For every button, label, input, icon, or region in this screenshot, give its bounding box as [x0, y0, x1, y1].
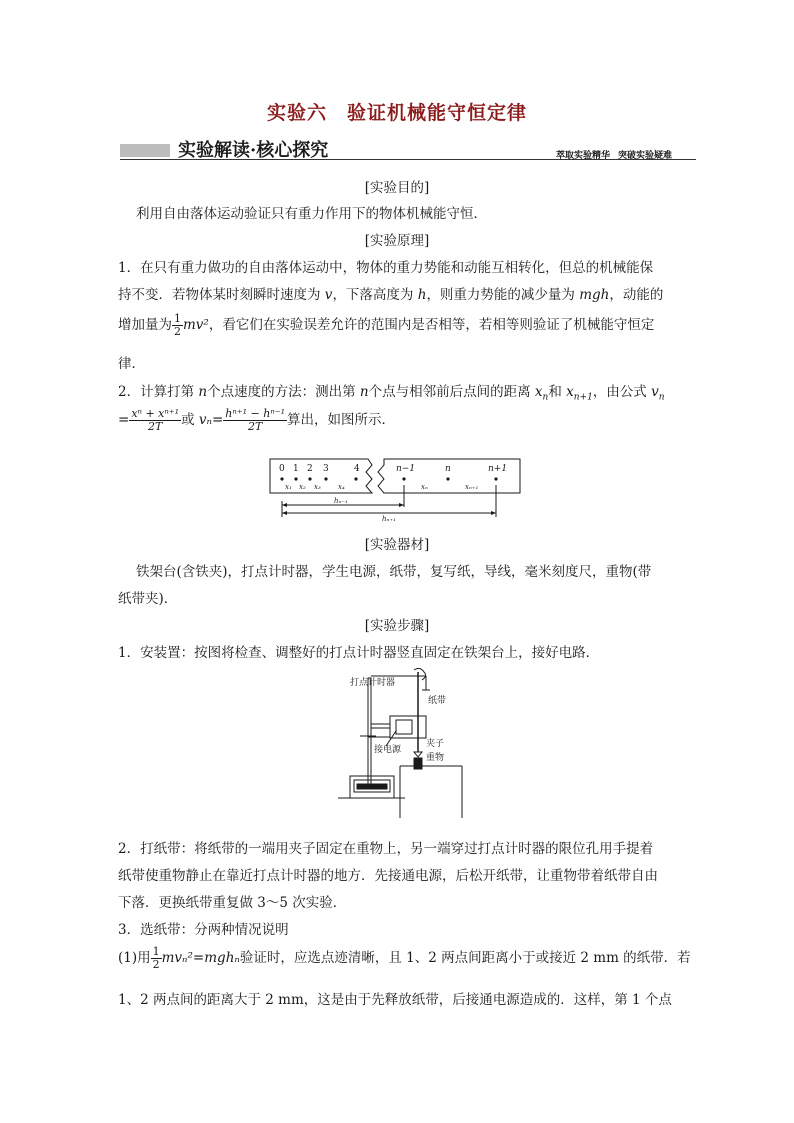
apparatus-power-label: 接电源: [374, 745, 402, 755]
tape-label: 1: [293, 464, 299, 474]
page-title: 实验六 验证机械能守恒定律: [266, 102, 528, 124]
h-label: hₙ₊₁: [382, 515, 396, 521]
banner-bar: [120, 144, 170, 157]
tape-x-label: x₄: [338, 483, 345, 491]
tape-label: 3: [323, 464, 329, 474]
apparatus-diagram: [330, 668, 466, 818]
half-fraction-2: $\frac{1}{2}$: [152, 945, 160, 972]
equipment-line1: 铁架台(含铁夹)，打点计时器，学生电源，纸带，复写纸，导线，毫米刻度尺，重物(带: [136, 564, 652, 580]
stand-rod: [368, 678, 371, 784]
principle-heading: [实验原理]: [364, 233, 430, 249]
step-2-line3: 下落．更换纸带重复做 3～5 次实验．: [118, 895, 347, 911]
step-3: 3．选纸带：分两种情况说明: [118, 922, 289, 938]
apparatus-clamp-label: 夹子: [426, 739, 445, 749]
purpose-heading: [实验目的]: [364, 180, 430, 196]
half-fraction: $\frac{1}{2}$: [174, 312, 181, 339]
tape-x-label: x₂: [299, 483, 306, 491]
tape-label: n+1: [488, 464, 508, 474]
tape-x-label: xₙ: [421, 483, 428, 491]
principle-p2-line2: = $\frac{\text{xⁿ + xⁿ⁺¹}}{2T}$ 或 vₙ= $\frac{\text{hⁿ⁺¹ − hⁿ⁻¹}}{2T}$ 算出，如图所示．: [118, 407, 396, 434]
banner-subtitle: 萃取实验精华 突破实验疑难: [556, 151, 673, 161]
banner-title: 实验解读·核心探究: [178, 140, 329, 161]
apparatus-weight-label: 重物: [426, 753, 445, 763]
tape-label: n: [445, 464, 451, 474]
principle-p1-line4: 律．: [118, 356, 145, 372]
apparatus-timer-label: 打点计时器: [350, 678, 396, 688]
formula-fraction-2: $\frac{\text{hⁿ⁺¹ − hⁿ⁻¹}}{2T}$: [225, 407, 286, 434]
tape-label: 0: [279, 464, 285, 474]
apparatus-tape-label: 纸带: [428, 696, 447, 706]
principle-p1-line1: 1．在只有重力做功的自由落体运动中，物体的重力势能和动能互相转化，但总的机械能保: [118, 260, 654, 276]
principle-p2-line1: 2．计算打第 n个点速度的方法：测出第 n个点与相邻前后点间的距离 $x_n$和 $x_{n+1}$，由公式 $v_n$: [118, 384, 665, 403]
tape-x-label: x₃: [314, 483, 321, 491]
equipment-heading: [实验器材]: [364, 537, 430, 553]
formula-fraction-1: $\frac{\text{xⁿ + xⁿ⁺¹}}{2T}$: [131, 407, 180, 434]
tape-diagram: [268, 455, 524, 521]
principle-p1-line3: 增加量为 $\frac{1}{2}$ mv²，看它们在实验误差允许的范围内是否相等，若相等则验证了机械能守恒定: [118, 312, 655, 339]
tape-label: n−1: [396, 464, 416, 474]
principle-p1-line2: 持不变．若物体某时刻瞬时速度为 v，下落高度为 h，则重力势能的减少量为 mgh，动能的: [118, 287, 664, 303]
step-3-1-line1: (1)用 $\frac{1}{2}$ mvₙ²=mghₙ验证时，应选点迹清晰，且 1、2 两点间距离小于或接近 2 mm 的纸带．若: [118, 945, 691, 972]
tape-x-label: x₁: [285, 483, 292, 491]
step-1: 1．安装置：按图将检查、调整好的打点计时器竖直固定在铁架台上，接好电路．: [118, 645, 600, 661]
equipment-line2: 纸带夹)．: [118, 591, 178, 607]
tape-x-label: xₙ₊₁: [465, 483, 479, 491]
steps-heading: [实验步骤]: [364, 618, 430, 634]
tape-label: 2: [307, 464, 313, 474]
step-2-line2: 纸带使重物静止在靠近打点计时器的地方．先接通电源，后松开纸带，让重物带着纸带自由: [118, 868, 658, 884]
h-label: hₙ₋₁: [334, 497, 348, 505]
banner-rule: [120, 159, 696, 160]
step-3-1-line2: 1、2 两点间的距离大于 2 mm，这是由于先释放纸带，后接通电源造成的．这样，第 1 个点: [118, 992, 672, 1008]
weight: [414, 758, 422, 769]
tape-label: 4: [354, 464, 360, 474]
step-2-line1: 2．打纸带：将纸带的一端用夹子固定在重物上，另一端穿过打点计时器的限位孔用手提着: [118, 841, 654, 857]
timer: [390, 716, 426, 738]
purpose-text: 利用自由落体运动验证只有重力作用下的物体机械能守恒．: [136, 206, 487, 222]
